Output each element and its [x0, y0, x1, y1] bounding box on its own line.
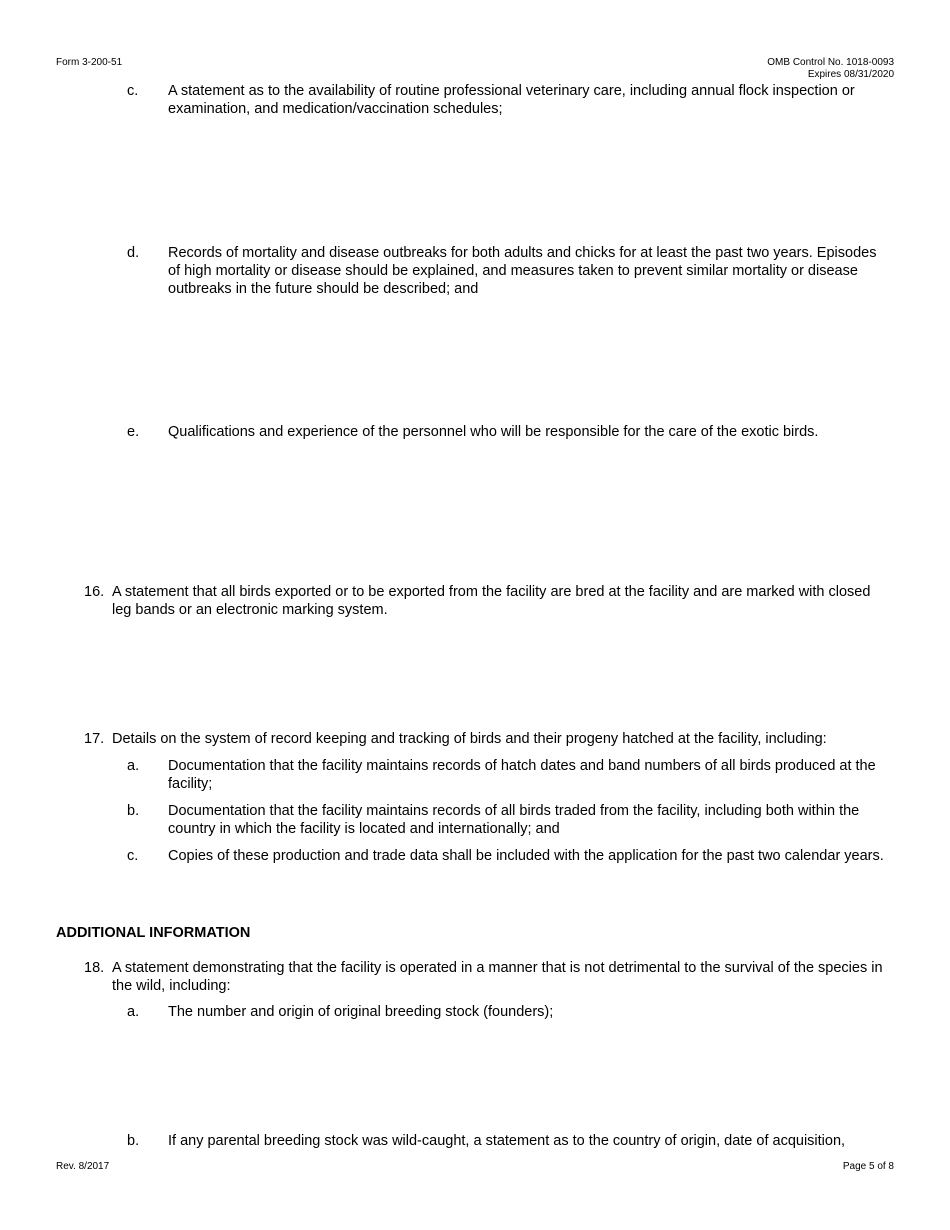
item-text: A statement demonstrating that the facility is operated in a manner that is not detrimental to the survival of the species in the wild, including: [112, 960, 883, 994]
item-marker: c. [127, 848, 139, 864]
revision-date: Rev. 8/2017 [56, 1161, 110, 1172]
item-text: Documentation that the facility maintains records of all birds traded from the facility, including both within the country in which the facility is located and internationally; and [168, 803, 860, 837]
item-marker: b. [127, 1133, 140, 1149]
page-number: Page 5 of 8 [842, 1161, 894, 1172]
item-marker: 18. [84, 960, 105, 976]
item-marker: 17. [84, 731, 105, 747]
item-marker: 16. [84, 584, 105, 600]
item-marker: b. [127, 803, 140, 819]
item-marker: a. [127, 758, 140, 774]
item-text: A statement that all birds exported or to be exported from the facility are bred at the facility and are marked with closed leg bands or an electronic marking system. [112, 584, 871, 618]
item-text: Copies of these production and trade data shall be included with the application for the past two calendar years. [168, 848, 884, 864]
item-marker: a. [127, 1004, 140, 1020]
section-heading: ADDITIONAL INFORMATION [56, 925, 251, 941]
omb-control-number: OMB Control No. 1018-0093 [767, 57, 894, 68]
form-number: Form 3-200-51 [56, 57, 123, 68]
item-marker: d. [127, 245, 140, 261]
item-text: Qualifications and experience of the personnel who will be responsible for the care of the exotic birds. [168, 424, 819, 440]
item-text: If any parental breeding stock was wild-caught, a statement as to the country of origin, date of acquisition, [168, 1133, 846, 1149]
expiration-date: Expires 08/31/2020 [807, 69, 894, 80]
item-text: Details on the system of record keeping and tracking of birds and their progeny hatched at the facility, including: [112, 731, 827, 747]
item-text: The number and origin of original breeding stock (founders); [168, 1004, 554, 1020]
item-text: Documentation that the facility maintains records of hatch dates and band numbers of all birds produced at the facility; [168, 758, 876, 792]
item-marker: c. [127, 83, 139, 99]
item-text: Records of mortality and disease outbreaks for both adults and chicks for at least the past two years. Episodes of high mortality or disease should be explained, and measures taken to prevent similar mortality or disease outbreaks in the future should be described; and [168, 245, 877, 297]
item-marker: e. [127, 424, 140, 440]
item-text: A statement as to the availability of routine professional veterinary care, including annual flock inspection or examination, and medication/vaccination schedules; [168, 83, 855, 117]
